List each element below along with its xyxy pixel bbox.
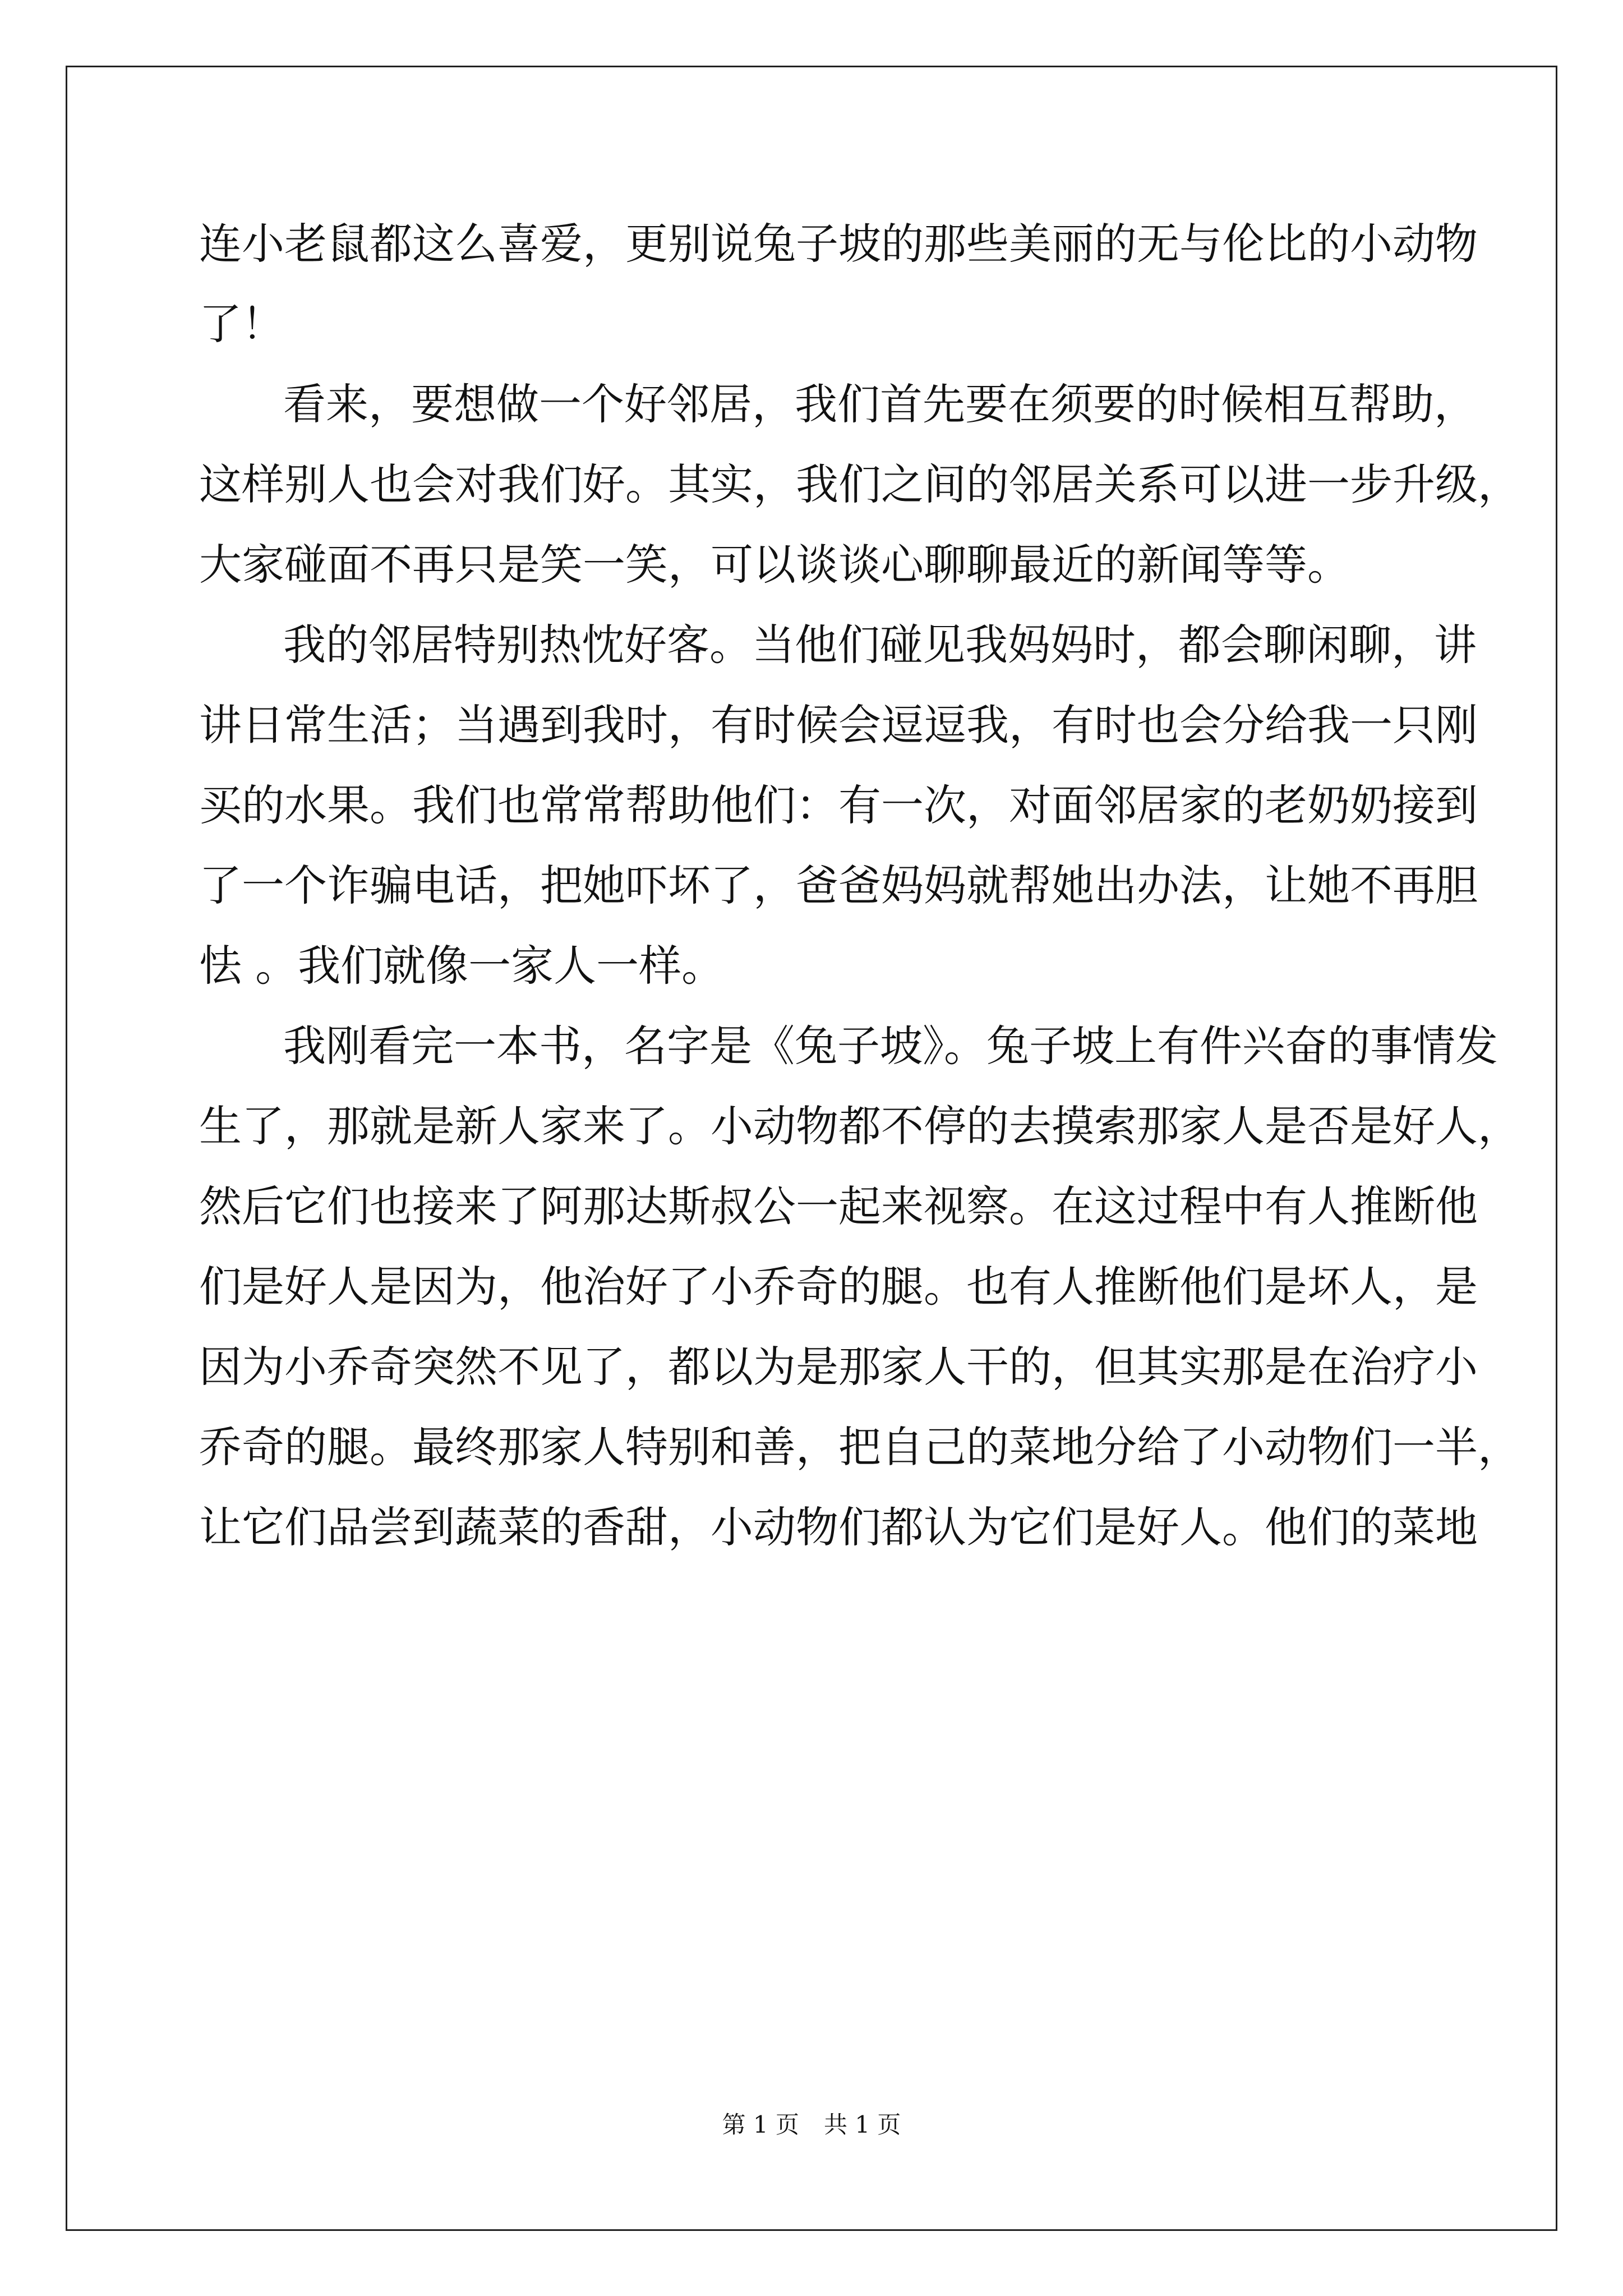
text-line: 让它们品尝到蔬菜的香甜，小动物们都认为它们是好人。他们的菜地 [199, 1502, 1478, 1552]
text-line: 生了，那就是新人家来了。小动物都不停的去摸索那家人是否是好人， [199, 1101, 1520, 1151]
text-line: 了一个诈骗电话，把她吓坏了，爸爸妈妈就帮她出办法，让她不再胆 [199, 861, 1478, 910]
text-line: 怯 。我们就像一家人一样。 [199, 941, 725, 991]
page-total: 共 1 页 [824, 2111, 901, 2138]
page-footer [0, 2108, 1623, 2142]
text-line: 然后它们也接来了阿那达斯叔公一起来视察。在这过程中有人推断他 [199, 1181, 1478, 1231]
paragraph-start-line: 看来，要想做一个好邻居，我们首先要在须要的时候相互帮助， [283, 379, 1477, 429]
paragraph-start-line: 我刚看完一本书，名字是《兔子坡》。兔子坡上有件兴奋的事情发 [283, 1021, 1498, 1071]
text-line: 们是好人是因为，他治好了小乔奇的腿。也有人推断他们是坏人，是 [199, 1262, 1478, 1312]
text-line: 讲日常生活；当遇到我时，有时候会逗逗我，有时也会分给我一只刚 [199, 700, 1478, 750]
page-number: 第 1 页 [722, 2111, 799, 2138]
text-line: 因为小乔奇突然不见了，都以为是那家人干的，但其实那是在治疗小 [199, 1342, 1478, 1392]
text-line: 乔奇的腿。最终那家人特别和善，把自己的菜地分给了小动物们一半， [199, 1422, 1520, 1472]
text-line: 这样别人也会对我们好。其实，我们之间的邻居关系可以进一步升级， [199, 459, 1520, 509]
text-line: 买的水果。我们也常常帮助他们：有一次，对面邻居家的老奶奶接到 [199, 780, 1478, 830]
text-line: 了！ [199, 299, 284, 349]
paragraph-start-line: 我的邻居特别热忱好客。当他们碰见我妈妈时，都会聊闲聊，讲 [283, 620, 1477, 670]
text-line: 大家碰面不再只是笑一笑，可以谈谈心聊聊最近的新闻等等。 [199, 540, 1350, 590]
text-line: 连小老鼠都这么喜爱，更别说兔子坡的那些美丽的无与伦比的小动物 [199, 219, 1478, 269]
